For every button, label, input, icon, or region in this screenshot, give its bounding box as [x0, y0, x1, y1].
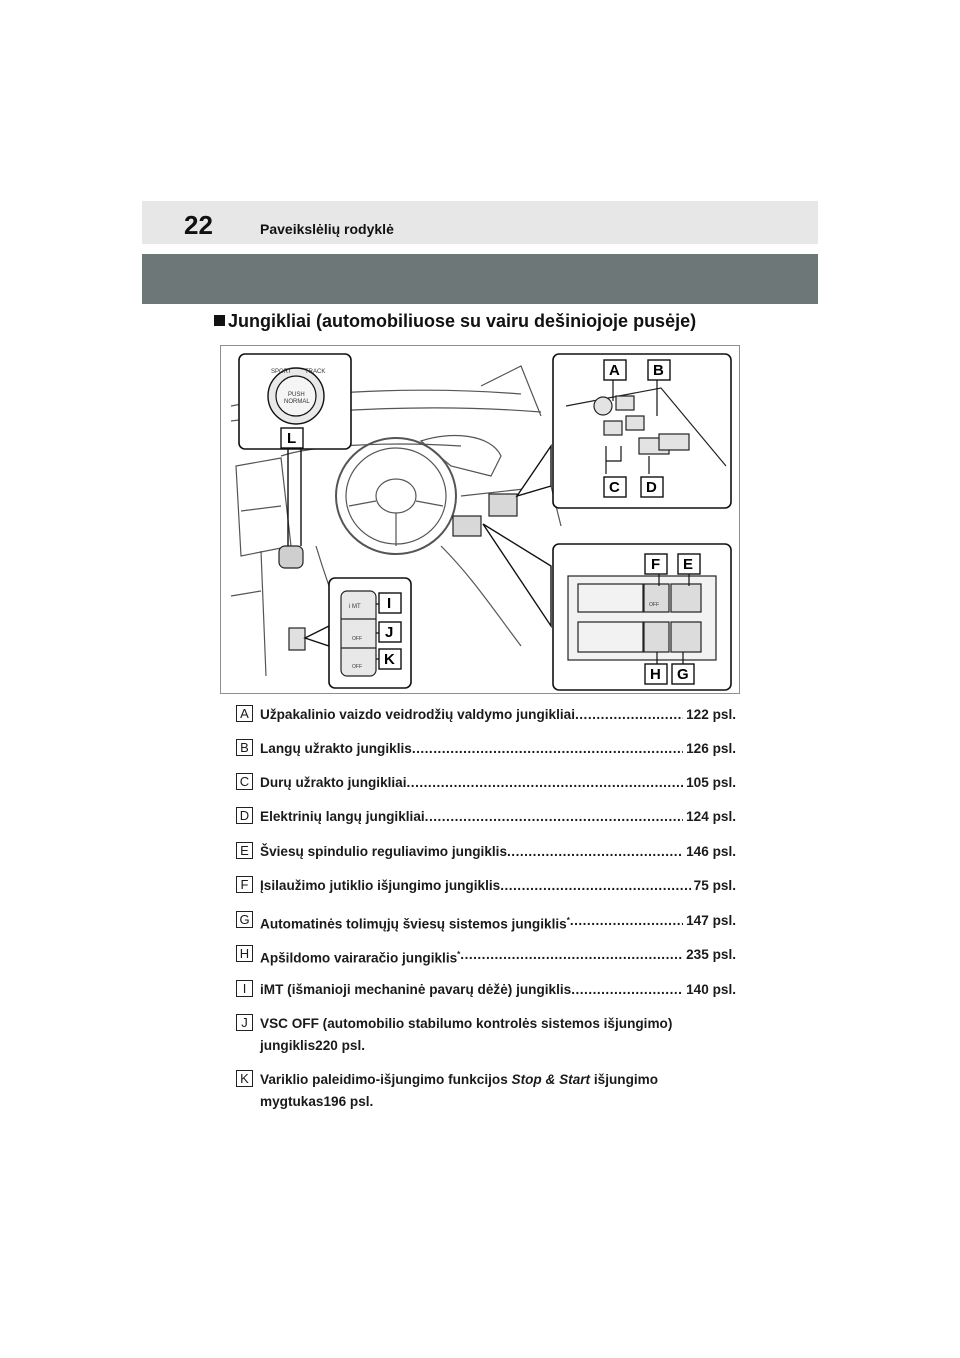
callout-j: J	[385, 624, 394, 641]
callout-i: I	[387, 595, 392, 612]
legend-text-b: Langų užrakto jungiklis	[260, 741, 412, 756]
legend-text-j-line2[interactable]: jungiklis220 psl.	[260, 1038, 366, 1053]
legend-text-e: Šviesų spindulio reguliavimo jungiklis	[260, 844, 508, 859]
callout-connectors	[288, 446, 551, 646]
push-label: PUSH	[288, 392, 305, 398]
legend-item-k	[236, 1069, 736, 1113]
switches-illustration	[220, 345, 740, 694]
legend-text-h: Apšildomo vairaračio jungiklis	[260, 950, 458, 966]
footnote-mark-h: *	[457, 950, 461, 959]
mode-track-label: TRACK	[305, 369, 326, 375]
footnote-mark-g: *	[566, 916, 570, 925]
legend-key-h: H	[236, 945, 253, 962]
legend-key-f: F	[236, 876, 253, 893]
legend-text-k-em: Stop & Start	[511, 1072, 591, 1087]
callout-l: L	[287, 430, 297, 447]
mode-sport-label: SPORT	[271, 369, 292, 375]
imt-label: i MT	[349, 604, 361, 610]
callout-a: A	[609, 362, 620, 379]
callout-c: C	[609, 479, 620, 496]
legend-text-k-post: išjungimo	[590, 1072, 659, 1087]
legend-page-c[interactable]: 105 psl.	[686, 775, 736, 790]
legend-text-k-pre: Variklio paleidimo-išjungimo funkcijos	[260, 1072, 512, 1087]
callout-h: H	[650, 666, 661, 683]
legend-page-i[interactable]: 140 psl.	[686, 982, 736, 997]
legend-page-h[interactable]: 235 psl.	[686, 947, 736, 962]
legend-page-a[interactable]: 122 psl.	[686, 707, 736, 722]
section-title: Jungikliai (automobiliuose su vairu dešiniojoje pusėje)	[214, 311, 696, 332]
dashboard-drawing	[221, 346, 741, 695]
legend-page-e[interactable]: 146 psl.	[686, 844, 736, 859]
legend-item-j	[236, 1013, 736, 1057]
callout-g: G	[677, 666, 689, 683]
legend-page-d[interactable]: 124 psl.	[686, 809, 736, 824]
legend-key-k: K	[236, 1070, 253, 1087]
vsc-off-label: OFF	[352, 636, 362, 642]
callout-d: D	[646, 479, 657, 496]
legend-text-i: iMT (išmanioji mechaninė pavarų dėžė) jungiklis	[260, 982, 572, 997]
legend-key-a: A	[236, 705, 253, 722]
legend-key-b: B	[236, 739, 253, 756]
legend-key-e: E	[236, 842, 253, 859]
dash-switch-drawing	[568, 576, 716, 660]
legend-text-g: Automatinės tolimųjų šviesų sistemos jungiklis	[260, 916, 567, 932]
legend-text-c: Durų užrakto jungikliai	[260, 775, 407, 790]
normal-label: NORMAL	[284, 399, 310, 405]
off-label-f: OFF	[649, 602, 659, 608]
legend-key-c: C	[236, 773, 253, 790]
legend-page-f[interactable]: 75 psl.	[693, 878, 736, 893]
header-title: Paveikslėlių rodyklė	[260, 221, 394, 237]
ss-off-label: OFF	[352, 664, 362, 670]
switch-block-a-d	[489, 494, 517, 516]
legend-text-j-line1: VSC OFF (automobilio stabilumo kontrolės sistemos išjungimo)	[260, 1016, 673, 1031]
legend-page-g[interactable]: 147 psl.	[686, 913, 736, 928]
callout-f: F	[651, 556, 661, 573]
callout-b: B	[653, 362, 664, 379]
legend-key-i: I	[236, 980, 253, 997]
callout-e: E	[683, 556, 694, 573]
legend-key-j: J	[236, 1014, 253, 1031]
legend-key-d: D	[236, 807, 253, 824]
legend-key-g: G	[236, 911, 253, 928]
legend-text-f: Įsilaužimo jutiklio išjungimo jungiklis	[260, 878, 501, 893]
switch-block-e-h	[453, 516, 481, 536]
legend-text-k-line2[interactable]: mygtukas196 psl.	[260, 1094, 374, 1109]
callout-k: K	[384, 651, 395, 668]
legend-text-d: Elektrinių langų jungikliai	[260, 809, 425, 824]
mode-knob	[279, 546, 303, 568]
page-number: 22	[184, 210, 213, 240]
legend-text-a: Užpakalinio vaizdo veidrodžių valdymo jungikliai	[260, 707, 575, 722]
legend-page-b[interactable]: 126 psl.	[686, 741, 736, 756]
bullet-square-icon	[214, 315, 225, 326]
lower-switch	[289, 628, 305, 650]
section-band	[142, 254, 818, 304]
